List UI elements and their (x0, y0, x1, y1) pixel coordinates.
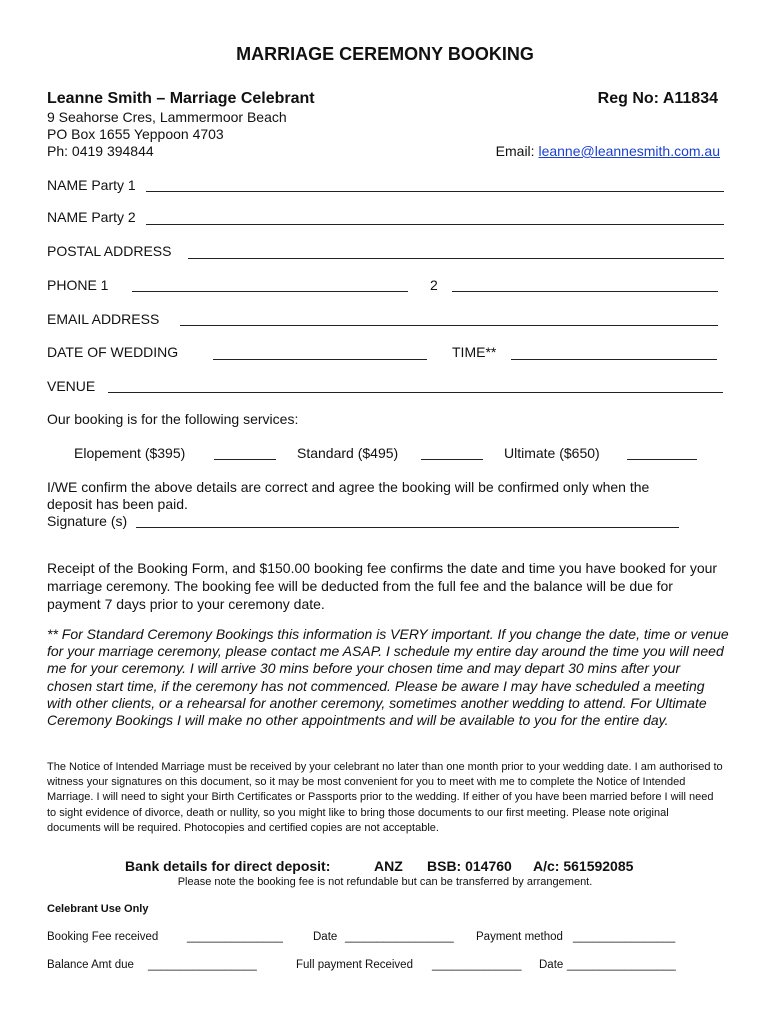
celebrant-use-heading: Celebrant Use Only (47, 903, 149, 915)
confirm-line1: I/WE confirm the above details are correct and agree the booking will be confirmed only when the (47, 479, 650, 495)
standard-field[interactable] (421, 459, 483, 460)
time-label: TIME** (452, 344, 497, 360)
date-of-wedding-field[interactable] (213, 359, 427, 360)
bank-name: ANZ (374, 858, 403, 874)
email-address-label: EMAIL ADDRESS (47, 311, 160, 327)
email-address-field[interactable] (180, 325, 718, 326)
signature-label: Signature (s) (47, 513, 128, 529)
ultimate-field[interactable] (627, 459, 697, 460)
phone2-label: 2 (430, 277, 438, 293)
name-party2-field[interactable] (146, 224, 724, 225)
bank-details-label: Bank details for direct deposit: (125, 858, 331, 874)
balance-due-label: Balance Amt due (47, 959, 134, 971)
booking-fee-received-field[interactable]: _______________ (187, 931, 283, 943)
name-party2-label: NAME Party 2 (47, 209, 136, 225)
date-of-wedding-label: DATE OF WEDDING (47, 344, 179, 360)
services-intro: Our booking is for the following services: (47, 411, 299, 427)
phone1-label: PHONE 1 (47, 277, 109, 293)
payment-method-field[interactable]: ________________ (573, 931, 676, 943)
registration-number: Reg No: A11834 (597, 90, 718, 107)
standard-ceremony-note: ** For Standard Ceremony Bookings this information is VERY important. If you change the date, time or venue for your marriage ceremony, please contact me ASAP. I schedule my entire day around the time you will need me for your ceremony. I will arrive 30 mins before your chosen time and may depart 30 mins after your chosen start time, if the ceremony has not commenced. Please be aware I may have scheduled a meeting with other clients, or a rehearsal for another ceremony, sometimes another wedding to attend. For Ultimate Ceremony Bookings I will make no other appointments and will be available to you for the entire day. (47, 626, 729, 729)
date2-field[interactable]: _________________ (567, 959, 676, 971)
venue-label: VENUE (47, 378, 96, 394)
postal-address-field[interactable] (188, 258, 724, 259)
time-field[interactable] (511, 359, 717, 360)
date1-field[interactable]: _________________ (345, 931, 454, 943)
payment-method-label: Payment method (476, 931, 563, 943)
receipt-paragraph: Receipt of the Booking Form, and $150.00 booking fee confirms the date and time you have booked for your marriage ceremony. The booking fee will be deducted from the full fee and the balance will be due for payment 7 days prior to your ceremony date. (47, 560, 718, 612)
full-payment-label: Full payment Received (296, 959, 413, 971)
postal-address-label: POSTAL ADDRESS (47, 243, 172, 259)
balance-due-field[interactable]: _________________ (148, 959, 257, 971)
celebrant-address-line1: 9 Seahorse Cres, Lammermoor Beach (47, 109, 287, 125)
date2-label: Date (539, 959, 564, 971)
page-title: MARRIAGE CEREMONY BOOKING (236, 44, 534, 64)
celebrant-address-line2: PO Box 1655 Yeppoon 4703 (47, 126, 224, 142)
ultimate-label: Ultimate ($650) (504, 445, 600, 461)
name-party1-label: NAME Party 1 (47, 177, 136, 193)
elopement-label: Elopement ($395) (74, 445, 186, 461)
booking-fee-note: Please note the booking fee is not refundable but can be transferred by arrangement. (177, 876, 593, 888)
signature-field[interactable] (136, 527, 679, 528)
bank-account: A/c: 561592085 (533, 858, 634, 874)
notice-of-intended-marriage: The Notice of Intended Marriage must be received by your celebrant no later than one month prior to your wedding date. I am authorised to witness your signatures on this document, so it may be most convenient for you to meet with me to complete the Notice of Intended Marriage. I will need to sight your Birth Certificates or Passports prior to the wedding. If either of you have been married before I will need to sight evidence of divorce, death or nullity, so you might like to bring those documents to our first meeting. Please note original documents will be required. Photocopies and certified copies are not acceptable. (47, 761, 723, 834)
phone1-field[interactable] (132, 291, 408, 292)
full-payment-field[interactable]: ______________ (432, 959, 522, 971)
phone2-field[interactable] (452, 291, 718, 292)
standard-label: Standard ($495) (297, 445, 399, 461)
date1-label: Date (313, 931, 338, 943)
booking-fee-received-label: Booking Fee received (47, 931, 159, 943)
celebrant-email-row (496, 143, 720, 159)
email-label: Email: (495, 143, 539, 159)
elopement-field[interactable] (214, 459, 276, 460)
name-party1-field[interactable] (146, 191, 724, 192)
venue-field[interactable] (108, 392, 723, 393)
email-link[interactable]: leanne@leannesmith.com.au (538, 143, 720, 159)
celebrant-name: Leanne Smith – Marriage Celebrant (47, 90, 315, 107)
celebrant-phone: Ph: 0419 394844 (47, 143, 154, 159)
bank-bsb: BSB: 014760 (427, 858, 512, 874)
confirm-line2: deposit has been paid. (47, 496, 188, 512)
